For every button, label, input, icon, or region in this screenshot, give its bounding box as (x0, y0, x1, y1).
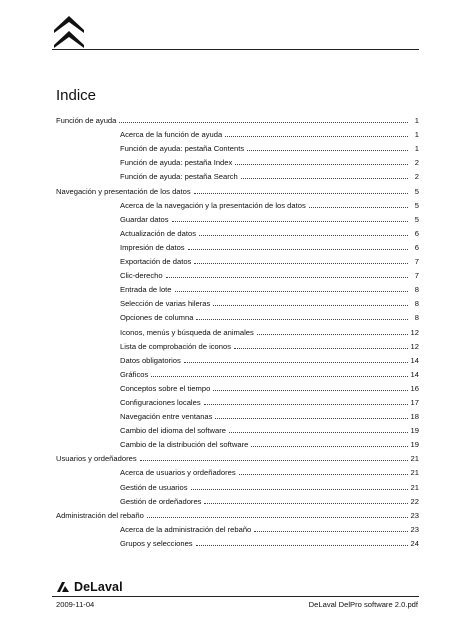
toc-subsection-entry[interactable] (56, 492, 419, 506)
toc-dot-leader (225, 135, 408, 137)
toc-entry-label: Administración del rebaño (56, 510, 144, 520)
toc-section-entry[interactable] (56, 181, 419, 195)
toc-section-entry[interactable] (56, 449, 419, 463)
toc-entry-page: 12 (410, 327, 419, 337)
toc-subsection-entry[interactable] (56, 365, 419, 379)
toc-entry-page: 1 (414, 144, 419, 154)
toc-dot-leader (204, 403, 408, 405)
toc-dot-leader (194, 262, 408, 264)
toc-dot-leader (184, 361, 408, 363)
toc-subsection-entry[interactable] (56, 153, 419, 167)
toc-dot-leader (166, 276, 408, 278)
toc-entry-page: 14 (410, 355, 419, 365)
toc-dot-leader (172, 220, 408, 222)
footer-date: 2009-11-04 (56, 600, 95, 609)
toc-dot-leader (229, 431, 408, 433)
toc-entry-label: Cambio del idioma del software (120, 426, 226, 436)
toc-subsection-entry[interactable] (56, 196, 419, 210)
toc-entry-page: 17 (410, 397, 419, 407)
toc-subsection-entry[interactable] (56, 393, 419, 407)
table-of-contents (56, 111, 419, 548)
toc-entry-label: Función de ayuda: pestaña Contents (120, 144, 245, 154)
brand-name: DeLaval (74, 580, 123, 594)
toc-dot-leader (196, 318, 408, 320)
toc-entry-page: 19 (410, 440, 419, 450)
toc-entry-page: 18 (410, 412, 419, 422)
toc-entry-label: Acerca de la navegación y la presentación de los datos (120, 200, 306, 210)
toc-subsection-entry[interactable] (56, 266, 419, 280)
toc-entry-page: 7 (414, 257, 419, 267)
toc-subsection-entry[interactable] (56, 308, 419, 322)
toc-subsection-entry[interactable] (56, 337, 419, 351)
toc-subsection-entry[interactable] (56, 435, 419, 449)
toc-dot-leader (247, 149, 408, 151)
toc-entry-label: Función de ayuda: pestaña Search (120, 172, 238, 182)
toc-subsection-entry[interactable] (56, 477, 419, 491)
toc-entry-label: Acerca de la función de ayuda (120, 130, 223, 140)
toc-dot-leader (204, 502, 408, 504)
toc-subsection-entry[interactable] (56, 280, 419, 294)
toc-subsection-entry[interactable] (56, 210, 419, 224)
toc-entry-page: 8 (414, 285, 419, 295)
toc-entry-page: 5 (414, 200, 419, 210)
toc-entry-label: Gráficos (120, 369, 149, 379)
toc-entry-page: 23 (410, 524, 419, 534)
toc-dot-leader (239, 473, 408, 475)
toc-dot-leader (235, 163, 408, 165)
toc-entry-label: Navegación entre ventanas (120, 412, 213, 422)
toc-dot-leader (191, 488, 408, 490)
toc-entry-label: Selección de varias hileras (120, 299, 211, 309)
toc-dot-leader (215, 417, 408, 419)
toc-dot-leader (199, 234, 408, 236)
toc-entry-label: Iconos, menús y búsqueda de animales (120, 327, 254, 337)
header-divider (52, 49, 419, 50)
footer-divider (52, 596, 419, 597)
toc-subsection-entry[interactable] (56, 139, 419, 153)
toc-subsection-entry[interactable] (56, 252, 419, 266)
toc-entry-page: 23 (410, 510, 419, 520)
toc-entry-page: 14 (410, 369, 419, 379)
toc-entry-page: 7 (414, 271, 419, 281)
toc-subsection-entry[interactable] (56, 125, 419, 139)
toc-entry-label: Entrada de lote (120, 285, 172, 295)
toc-dot-leader (147, 516, 408, 518)
toc-subsection-entry[interactable] (56, 534, 419, 548)
toc-entry-page: 8 (414, 313, 419, 323)
toc-entry-page: 24 (410, 538, 419, 548)
toc-dot-leader (119, 121, 408, 123)
toc-entry-page: 19 (410, 426, 419, 436)
toc-entry-page: 2 (414, 172, 419, 182)
toc-dot-leader (257, 333, 408, 335)
toc-subsection-entry[interactable] (56, 224, 419, 238)
toc-dot-leader (196, 544, 408, 546)
toc-subsection-entry[interactable] (56, 238, 419, 252)
toc-entry-page: 1 (414, 130, 419, 140)
toc-dot-leader (213, 304, 408, 306)
footer-document-name: DeLaval DelPro software 2.0.pdf (308, 600, 418, 609)
toc-dot-leader (251, 445, 408, 447)
toc-dot-leader (309, 206, 408, 208)
toc-subsection-entry[interactable] (56, 351, 419, 365)
toc-subsection-entry[interactable] (56, 294, 419, 308)
toc-subsection-entry[interactable] (56, 421, 419, 435)
toc-entry-label: Opciones de columna (120, 313, 194, 323)
toc-entry-label: Datos obligatorios (120, 355, 181, 365)
toc-entry-label: Acerca de la administración del rebaño (120, 524, 252, 534)
toc-section-entry[interactable] (56, 111, 419, 125)
toc-entry-page: 16 (410, 383, 419, 393)
toc-subsection-entry[interactable] (56, 322, 419, 336)
delaval-logo-icon (56, 581, 70, 593)
toc-entry-page: 6 (414, 228, 419, 238)
toc-dot-leader (213, 389, 408, 391)
footer-brand (56, 580, 123, 594)
toc-dot-leader (254, 530, 408, 532)
toc-entry-page: 22 (410, 496, 419, 506)
toc-dot-leader (151, 375, 408, 377)
toc-entry-label: Acerca de usuarios y ordeñadores (120, 468, 236, 478)
toc-entry-label: Función de ayuda: pestaña Index (120, 158, 233, 168)
toc-section-entry[interactable] (56, 506, 419, 520)
page-title: Indice (56, 87, 97, 104)
toc-entry-page: 6 (414, 242, 419, 252)
toc-entry-label: Clic-derecho (120, 271, 163, 281)
toc-entry-label: Actualización de datos (120, 228, 196, 238)
toc-dot-leader (194, 192, 408, 194)
toc-entry-label: Función de ayuda (56, 116, 117, 126)
toc-entry-label: Conceptos sobre el tiempo (120, 383, 211, 393)
toc-entry-page: 5 (414, 214, 419, 224)
toc-entry-label: Gestión de ordeñadores (120, 496, 202, 506)
toc-entry-label: Navegación y presentación de los datos (56, 186, 191, 196)
toc-dot-leader (175, 290, 408, 292)
toc-entry-page: 21 (410, 482, 419, 492)
toc-entry-label: Lista de comprobación de iconos (120, 341, 232, 351)
toc-subsection-entry[interactable] (56, 379, 419, 393)
toc-entry-page: 21 (410, 468, 419, 478)
toc-entry-label: Guardar datos (120, 214, 169, 224)
toc-subsection-entry[interactable] (56, 520, 419, 534)
toc-entry-label: Gestión de usuarios (120, 482, 188, 492)
toc-subsection-entry[interactable] (56, 167, 419, 181)
toc-entry-page: 12 (410, 341, 419, 351)
double-chevron-logo-icon (52, 14, 86, 50)
toc-entry-label: Grupos y selecciones (120, 538, 193, 548)
toc-entry-page: 2 (414, 158, 419, 168)
toc-entry-page: 5 (414, 186, 419, 196)
toc-entry-page: 8 (414, 299, 419, 309)
toc-dot-leader (140, 459, 408, 461)
toc-subsection-entry[interactable] (56, 407, 419, 421)
toc-subsection-entry[interactable] (56, 463, 419, 477)
toc-entry-page: 1 (414, 116, 419, 126)
toc-entry-label: Exportación de datos (120, 257, 192, 267)
toc-dot-leader (188, 248, 408, 250)
toc-entry-label: Usuarios y ordeñadores (56, 454, 137, 464)
toc-entry-label: Configuraciones locales (120, 397, 201, 407)
toc-dot-leader (234, 347, 408, 349)
toc-entry-label: Impresión de datos (120, 242, 185, 252)
toc-entry-page: 21 (410, 454, 419, 464)
toc-dot-leader (241, 177, 408, 179)
toc-entry-label: Cambio de la distribución del software (120, 440, 249, 450)
